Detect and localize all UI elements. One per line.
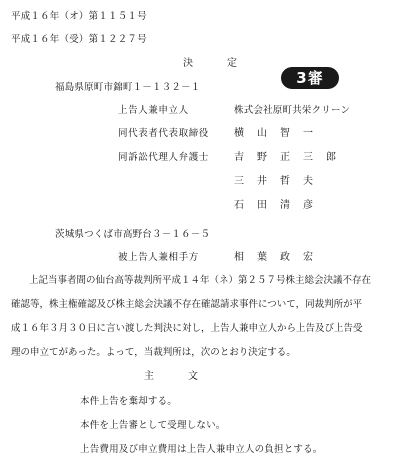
appellee-address: 茨城県つくば市高野台３－１６－５ bbox=[55, 229, 211, 240]
appellee-role-label: 被上告人兼相手方 bbox=[118, 252, 199, 263]
main-text-heading: 主 文 bbox=[144, 371, 199, 382]
order-item-1: 本件上告を棄却する。 bbox=[80, 396, 178, 407]
order-item-2: 本件を上告審として受理しない。 bbox=[80, 420, 226, 431]
representative-label: 同代表者代表取締役 bbox=[118, 128, 209, 139]
decision-heading: 決 定 bbox=[183, 58, 238, 69]
appellant-role-label: 上告人兼申立人 bbox=[118, 105, 189, 116]
case-number-2: 平成１６年（受）第１２２７号 bbox=[11, 34, 147, 45]
representative-name: 横山智一 bbox=[234, 128, 326, 139]
appellee-name: 相葉政宏 bbox=[234, 252, 326, 263]
counsel-name-1: 吉野正三郎 bbox=[234, 152, 349, 163]
case-number-1: 平成１６年（オ）第１１５１号 bbox=[11, 11, 147, 22]
body-line-1: 上記当事者間の仙台高等裁判所平成１４年（ネ）第２５７号株主総会決議不存在 bbox=[29, 275, 372, 286]
appellant-company-name: 株式会社原町共栄クリーン bbox=[234, 105, 351, 116]
counsel-name-3: 石田清彦 bbox=[234, 200, 326, 211]
instance-badge: 3審 bbox=[281, 67, 339, 89]
counsel-name-2: 三井哲夫 bbox=[234, 176, 326, 187]
body-line-4: 理の申立てがあった。よって，当裁判所は，次のとおり決定する。 bbox=[11, 347, 296, 358]
counsel-label: 同訴訟代理人弁護士 bbox=[118, 152, 209, 163]
body-line-2: 確認等，株主権確認及び株主総会決議不存在確認請求事件について，同裁判所が平 bbox=[11, 299, 363, 310]
body-line-3: 成１６年３月３０日に言い渡した判決に対し，上告人兼申立人から上告及び上告受 bbox=[11, 323, 363, 334]
appellant-address: 福島県原町市錦町１－１３２－１ bbox=[55, 82, 201, 93]
order-item-3: 上告費用及び申立費用は上告人兼申立人の負担とする。 bbox=[80, 444, 323, 455]
